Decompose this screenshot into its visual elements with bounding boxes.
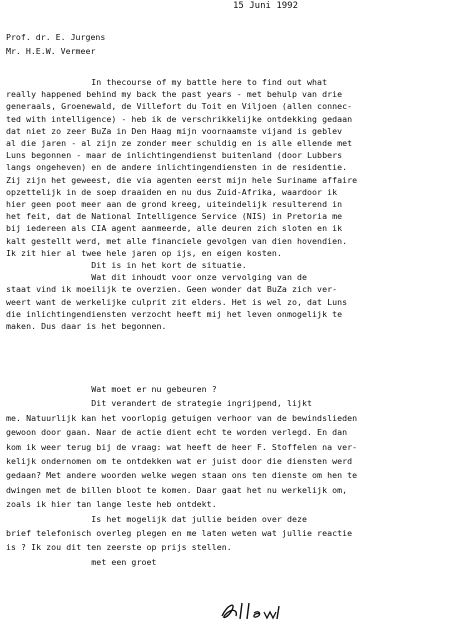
- body-line: dwingen met de billen bloot te komen. Daar gaat het nu werkelijk om,: [6, 484, 348, 495]
- body-line: hier geen poot meer aan de grond kreeg, uiteindelijk resulterend in: [6, 199, 343, 209]
- body-line: staat vind ik moeilijk te overzien. Geen wonder dat BuZa zich ver-: [6, 284, 338, 295]
- letter-date: 15 Juni 1992: [233, 1, 299, 11]
- body-line: weert want de werkelijke culprit zit elders. Het is wel zo, dat Luns: [6, 296, 348, 307]
- body-line: maken. Dus daar is het begonnen.: [6, 321, 167, 331]
- body-line: bij iedereen als CIA agent aanmeerde, alle deuren zich sloten en ik: [6, 223, 343, 234]
- body-line: kom ik weer terug bij de vraag: wat heeft de heer F. Stoffelen na ver-: [6, 441, 358, 452]
- body-line: ted with intelligence) - heb ik de verschrikkelijke ontdekking gedaan: [6, 113, 353, 124]
- recipient-line: Prof. dr. E. Jurgens: [6, 32, 106, 42]
- recipient-line: Mr. H.E.W. Vermeer: [6, 46, 96, 56]
- body-line: Ik zit hier al twee hele jaren op ijs, en eigen kosten.: [6, 247, 282, 258]
- body-line: Dit verandert de strategie ingrijpend, lijkt: [6, 398, 313, 409]
- body-line: Wat moet er nu gebeuren ?: [6, 384, 217, 394]
- body-line: Wat dit inhoudt voor onze vervolging van de: [6, 272, 308, 283]
- body-line: Zij zijn het geweest, die via agenten eerst mijn hele Suriname affaire: [6, 174, 358, 185]
- body-line: langs ongeheven) en de andere inlichtingendiensten in de residentie.: [6, 162, 348, 173]
- body-line: die inlichtingendiensten verzocht heeft mij het leven onmogelijk te: [6, 308, 343, 319]
- body-line: Luns begonnen - maar de inlichtingendienst buitenland (door Lubbers: [6, 150, 343, 161]
- body-line: really happened behind my back the past years - met behulp van drie: [6, 89, 343, 100]
- body-line: gewoon door gaan. Naar de actie dient echt te worden verlegd. En dan: [6, 427, 348, 438]
- body-line: Dit is in het kort de situatie.: [6, 260, 247, 270]
- body-line: me. Natuurlijk kan het voorlopig getuigen verhoor van de bewindslieden: [6, 412, 358, 423]
- body-line: In thecourse of my battle here to find out what: [6, 77, 328, 87]
- body-line: brief telefonisch overleg plegen en me laten weten wat jullie reactie: [6, 528, 353, 538]
- signature-image: [216, 600, 306, 622]
- body-line: met een groet: [6, 556, 157, 567]
- body-line: opzettelijk in de soep draaiden en nu dus Zuid-Afrika, waardoor ik: [6, 186, 338, 197]
- body-line: dat niet zo zeer BuZa in Den Haag mijn voornaamste vijand is geblev: [6, 125, 343, 136]
- body-line: Is het mogelijk dat jullie beiden over deze: [6, 513, 308, 524]
- body-line: kelijk ondernomen om te ontdekken wat er juist door die diensten werd: [6, 456, 353, 466]
- body-line: het feit, dat de National Intelligence Service (NIS) in Pretoria me: [6, 211, 343, 222]
- body-line: is ? Ik zou dit ten zeerste op prijs stellen.: [6, 542, 232, 553]
- body-line: generaals, Groenewald, de Villefort du Toit en Viljoen (allen connec-: [6, 101, 353, 112]
- body-line: kalt gestellt werd, met alle financiele gevolgen van dien hovendien.: [6, 235, 348, 246]
- body-line: zoals ik hier tan lange leste heb ontdekt.: [6, 499, 217, 510]
- body-line: gedaan? Met andere woorden welke wegen staan ons ten dienste om hen te: [6, 470, 358, 481]
- body-line: al die jaren - al zijn ze zonder meer schuldig en is alle ellende met: [6, 138, 353, 148]
